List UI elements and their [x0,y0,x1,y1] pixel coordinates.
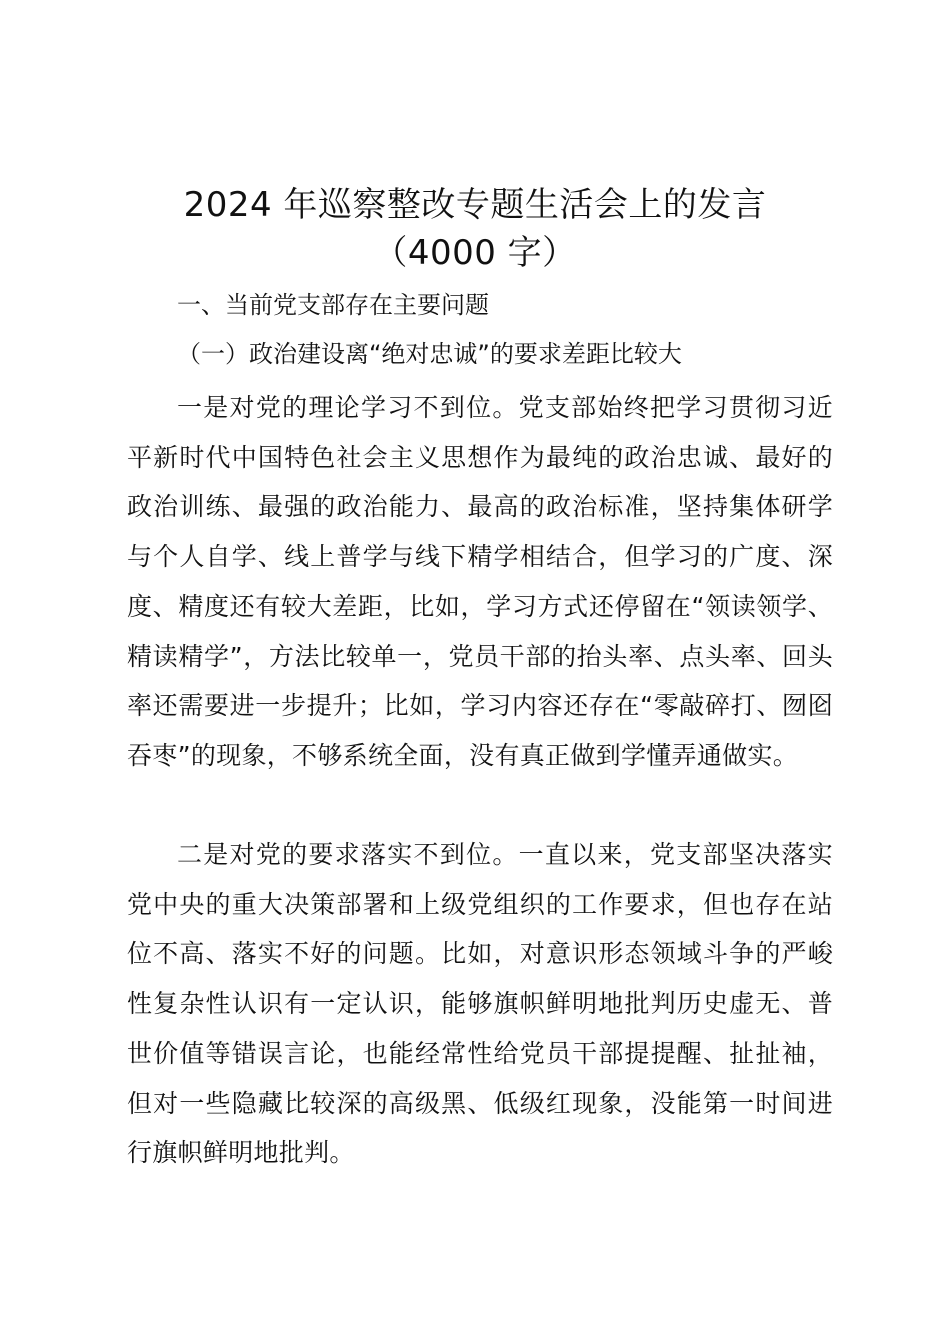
body-paragraph: 一是对党的理论学习不到位。党支部始终把学习贯彻习近平新时代中国特色社会主义思想作为最纯的政治忠诚、最好的政治训练、最强的政治能力、最高的政治标准，坚持集体研学与个人自学、线上普学与线下精学相结合，但学习的广度、深度、精度还有较大差距，比如，学习方式还停留在“领读领学、精读精学”，方法比较单一，党员干部的抬头率、点头率、回头率还需要进一步提升；比如，学习内容还存在“零敲碎打、囫囵吞枣”的现象，不够系统全面，没有真正做到学懂弄通做实。 [127,393,833,770]
document-title: 2024 年巡察整改专题生活会上的发言 [183,185,767,225]
body-paragraph: 二是对党的要求落实不到位。一直以来，党支部坚决落实党中央的重大决策部署和上级党组织的工作要求，但也存在站位不高、落实不好的问题。比如，对意识形态领域斗争的严峻性复杂性认识有一定认识，能够旗帜鲜明地批判历史虚无、普世价值等错误言论，也能经常性给党员干部提提醒、扯扯袖，但对一些隐藏比较深的高级黑、低级红现象，没能第一时间进行旗帜鲜明地批判。 [127,840,833,1168]
subsection-heading: （一）政治建设离“绝对忠诚”的要求差距比较大 [177,340,682,368]
document-title-wordcount: （4000 字） [373,233,577,273]
section-heading: 一、当前党支部存在主要问题 [177,291,489,319]
